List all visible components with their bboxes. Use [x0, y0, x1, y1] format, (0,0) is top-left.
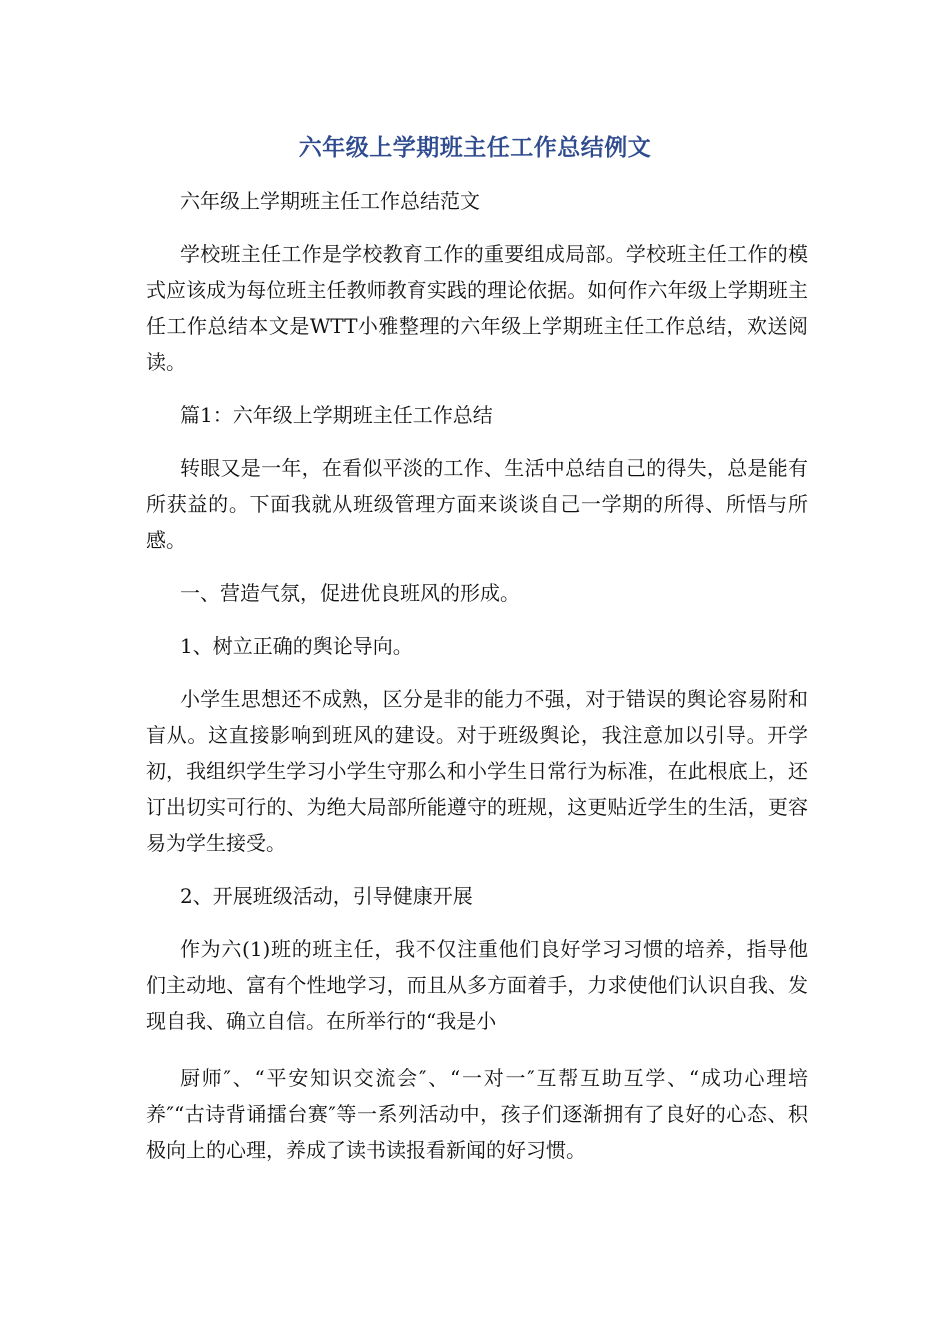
paragraph-subheading-1: 1、树立正确的舆论导向。: [180, 634, 413, 658]
paragraph-activities-continued: 厨师″、“平安知识交流会″、“一对一″互帮互助互学、“成功心理培养″“古诗背诵擂台赛″等一系列活动中，孩子们逐渐拥有了良好的心态、积极向上的心理，养成了读书读报看新闻的好习惯。: [146, 1066, 808, 1162]
paragraph-heading-1: 一、营造气氛，促进优良班风的形成。: [180, 581, 520, 605]
paragraph-class-activities: 作为六(1)班的班主任，我不仅注重他们良好学习习惯的培养，指导他们主动地、富有个性地学习，而且从多方面着手，力求使他们认识自我、发现自我、确立自信。在所举行的“我是小: [146, 937, 808, 1033]
paragraph-subheading-2: 2、开展班级活动，引导健康开展: [180, 884, 473, 908]
paragraph-public-opinion: 小学生思想还不成熟，区分是非的能力不强，对于错误的舆论容易附和盲从。这直接影响到班风的建设。对于班级舆论，我注意加以引导。开学初，我组织学生学习小学生守那么和小学生日常行为标准，在此根底上，还订出切实可行的、为绝大局部所能遵守的班规，这更贴近学生的生活，更容易为学生接受。: [146, 687, 808, 855]
paragraph-section-heading: 篇1：六年级上学期班主任工作总结: [180, 403, 493, 427]
paragraph-opening: 转眼又是一年，在看似平淡的工作、生活中总结自己的得失，总是能有所获益的。下面我就从班级管理方面来谈谈自己一学期的所得、所悟与所感。: [146, 456, 808, 552]
paragraph-subtitle: 六年级上学期班主任工作总结范文: [180, 189, 480, 213]
paragraph-intro: 学校班主任工作是学校教育工作的重要组成局部。学校班主任工作的模式应该成为每位班主任教师教育实践的理论依据。如何作六年级上学期班主任工作总结本文是WTT小雅整理的六年级上学期班主任工作总结，欢送阅读。: [146, 242, 808, 374]
document-body: [146, 183, 808, 1185]
document-title: 六年级上学期班主任工作总结例文: [298, 135, 652, 161]
